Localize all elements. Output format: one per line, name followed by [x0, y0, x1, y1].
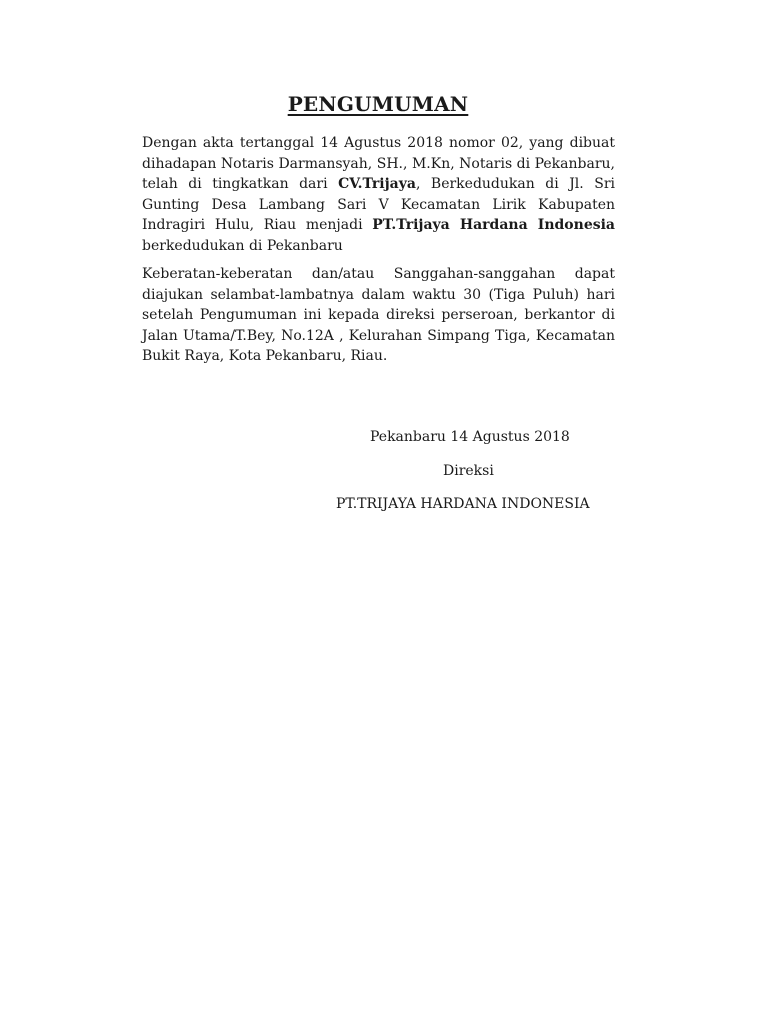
signature-place-date: Pekanbaru 14 Agustus 2018 [370, 429, 570, 445]
paragraph-objections: Keberatan-keberatan dan/atau Sanggahan-sanggahan dapat diajukan selambat-lambatnya dalam waktu 30 (Tiga Puluh) hari setelah Pengumuman ini kepada direksi perseroan, berkantor di Jalan Utama/T.Bey, No.12A , Kelurahan Simpang Tiga, Kecamatan Bukit Raya, Kota Pekanbaru, Riau. [142, 266, 615, 364]
page-title: PENGUMUMAN [287, 92, 469, 116]
signature-role: Direksi [443, 463, 494, 479]
paragraph-deed [142, 133, 615, 256]
old-company-name: CV.Trijaya [338, 176, 416, 192]
paragraph-deed-text-3: berkedudukan di Pekanbaru [142, 237, 343, 254]
new-company-name: PT.Trijaya Hardana Indonesia [372, 217, 616, 233]
paragraph-deed-text-2: , Berkedudukan di Jl. Sri Gunting Desa Lambang Sari V Kecamatan Lirik Kabupaten Indragiri Hulu, Riau menjadi [142, 176, 615, 233]
announcement-body [142, 133, 615, 367]
signature-company: PT.TRIJAYA HARDANA INDONESIA [336, 496, 590, 512]
paragraph-deed-text-1: Dengan akta tertanggal 14 Agustus 2018 nomor 02, yang dibuat dihadapan Notaris Darmansyah, SH., M.Kn, Notaris di Pekanbaru, telah di tingkatkan dari [142, 135, 615, 192]
